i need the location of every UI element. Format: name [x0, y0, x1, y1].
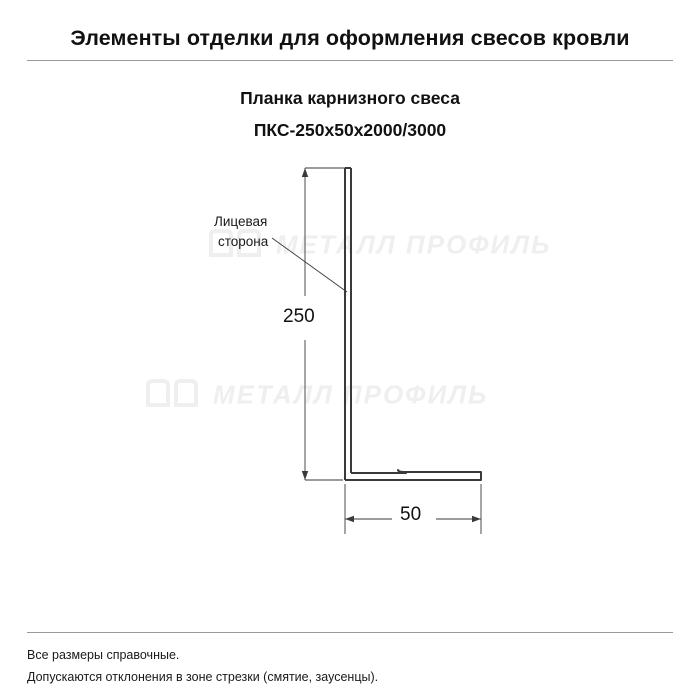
watermark-text: МЕТАЛЛ ПРОФИЛЬ	[213, 379, 489, 410]
dimension-height-label: 250	[283, 306, 315, 327]
footer-note-2: Допускаются отклонения в зоне стрезки (смятие, заусенцы).	[27, 670, 379, 684]
face-side-label-line2: сторона	[218, 234, 269, 249]
footer-divider	[27, 632, 673, 633]
face-side-label-line1: Лицевая	[214, 214, 268, 229]
dimension-width-label: 50	[400, 504, 422, 525]
profile-outline	[345, 168, 481, 480]
product-name: Планка карнизного свеса	[240, 88, 460, 108]
product-code: ПКС-250х50х2000/3000	[253, 120, 447, 140]
face-side-leader	[272, 238, 347, 292]
watermark-text: МЕТАЛЛ ПРОФИЛЬ	[276, 229, 552, 260]
footer-note-1: Все размеры справочные.	[27, 648, 180, 662]
page-title: Элементы отделки для оформления свесов кровли	[70, 26, 630, 50]
